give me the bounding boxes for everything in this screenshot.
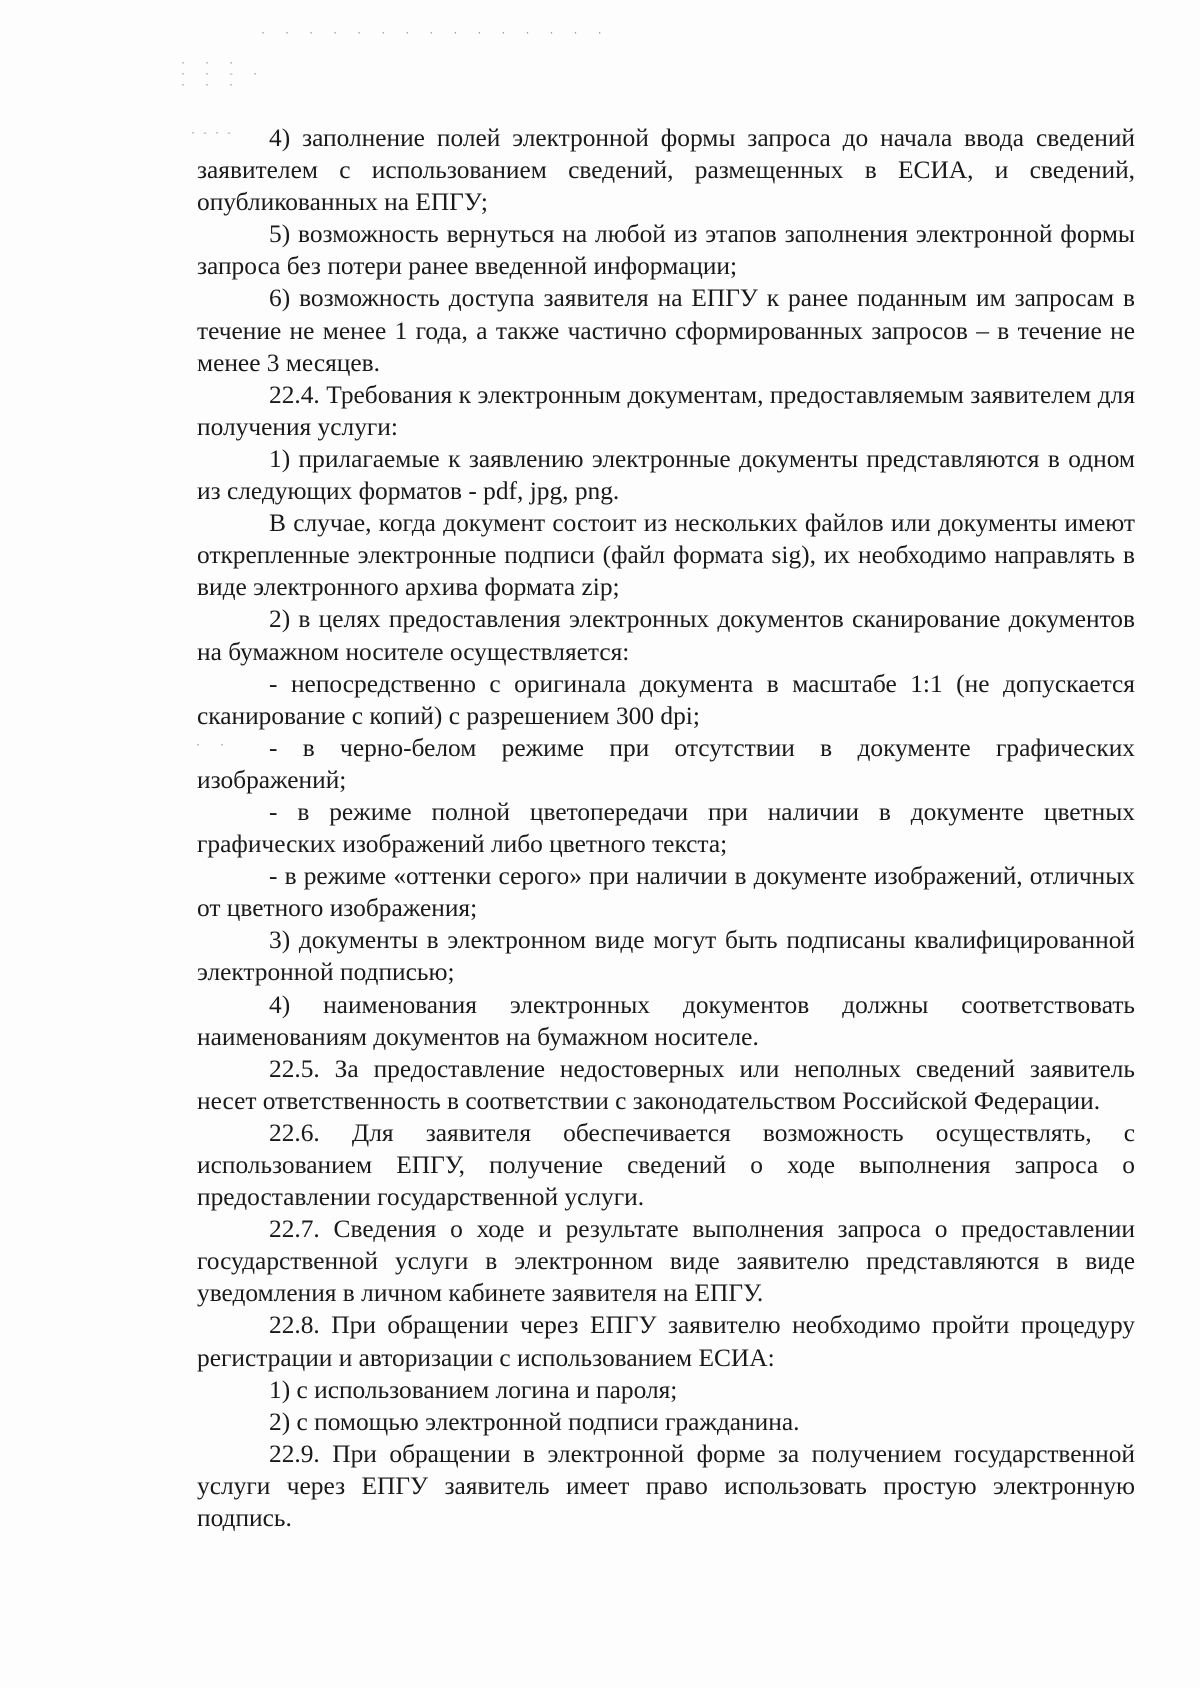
paragraph: 4) заполнение полей электронной формы запроса до начала ввода сведений заявителем с использованием сведений, размещенных в ЕСИА, и сведений, опубликованных на ЕПГУ;: [197, 124, 1135, 217]
paragraph: 22.8. При обращении через ЕПГУ заявителю необходимо пройти процедуру регистрации и авторизации с использованием ЕСИА:: [197, 1311, 1135, 1372]
paragraph: 4) наименования электронных документов должны соответствовать наименованиям документов на бумажном носителе.: [197, 990, 1135, 1051]
paragraph: 22.4. Требования к электронным документам, предоставляемым заявителем для получения услуги:: [197, 380, 1135, 441]
scan-artifact-top: · · · · · · · · · · · · · · ·: [260, 28, 609, 39]
paragraph: 2) с помощью электронной подписи гражданина.: [269, 1407, 800, 1436]
paragraph: - в черно-белом режиме при отсутствии в документе графических изображений;: [197, 733, 1135, 794]
paragraph: 22.9. При обращении в электронной форме за получением государственной услуги через ЕПГУ заявитель имеет право использовать простую электронную подпись.: [197, 1439, 1135, 1533]
paragraph: В случае, когда документ состоит из нескольких файлов или документы имеют открепленные электронные подписи (файл формата sig), их необходимо направлять в виде электронного архива формата zip;: [197, 509, 1135, 602]
paragraph: 22.6. Для заявителя обеспечивается возможность осуществлять, с использованием ЕПГУ, получение сведений о ходе выполнения запроса о предоставлении государственной услуги.: [197, 1118, 1135, 1212]
paragraph: 22.5. За предоставление недостоверных или неполных сведений заявитель несет ответственность в соответствии с законодательством Российской Федерации.: [197, 1054, 1135, 1115]
paragraph: - непосредственно с оригинала документа в масштабе 1:1 (не допускается сканирование с копий) с разрешением 300 dpi;: [197, 669, 1135, 730]
scan-artifact-margin: ·-·-: [190, 128, 239, 139]
document-body: [197, 122, 1135, 1534]
paragraph: 2) в целях предоставления электронных документов сканирование документов на бумажном носителе осуществляется:: [197, 605, 1135, 666]
paragraph: 22.7. Сведения о ходе и результате выполнения запроса о предоставлении государственной услуги в электронном виде заявителю представляются в виде уведомления в личном кабинете заявителя на ЕПГУ.: [197, 1215, 1135, 1308]
paragraph: 6) возможность доступа заявителя на ЕПГУ к ранее поданным им запросам в течение не менее 1 года, а также частично сформированных запросов – в течение не менее 3 месяцев.: [197, 284, 1135, 377]
paragraph: 5) возможность вернуться на любой из этапов заполнения электронной формы запроса без потери ранее введенной информации;: [197, 220, 1135, 281]
paragraph: 1) с использованием логина и пароля;: [269, 1375, 678, 1404]
scan-artifact-corner: · · · · · - · · · ·: [180, 58, 265, 91]
paragraph: - в режиме полной цветопередачи при наличии в документе цветных графических изображений либо цветного текста;: [197, 797, 1135, 859]
paragraph: 3) документы в электронном виде могут быть подписаны квалифицированной электронной подписью;: [197, 926, 1135, 987]
paragraph: 1) прилагаемые к заявлению электронные документы представляются в одном из следующих форматов - pdf, jpg, png.: [197, 444, 1135, 506]
scan-artifact-margin-2: · ·: [195, 740, 232, 751]
paragraph: - в режиме «оттенки серого» при наличии в документе изображений, отличных от цветного изображения;: [197, 862, 1135, 923]
